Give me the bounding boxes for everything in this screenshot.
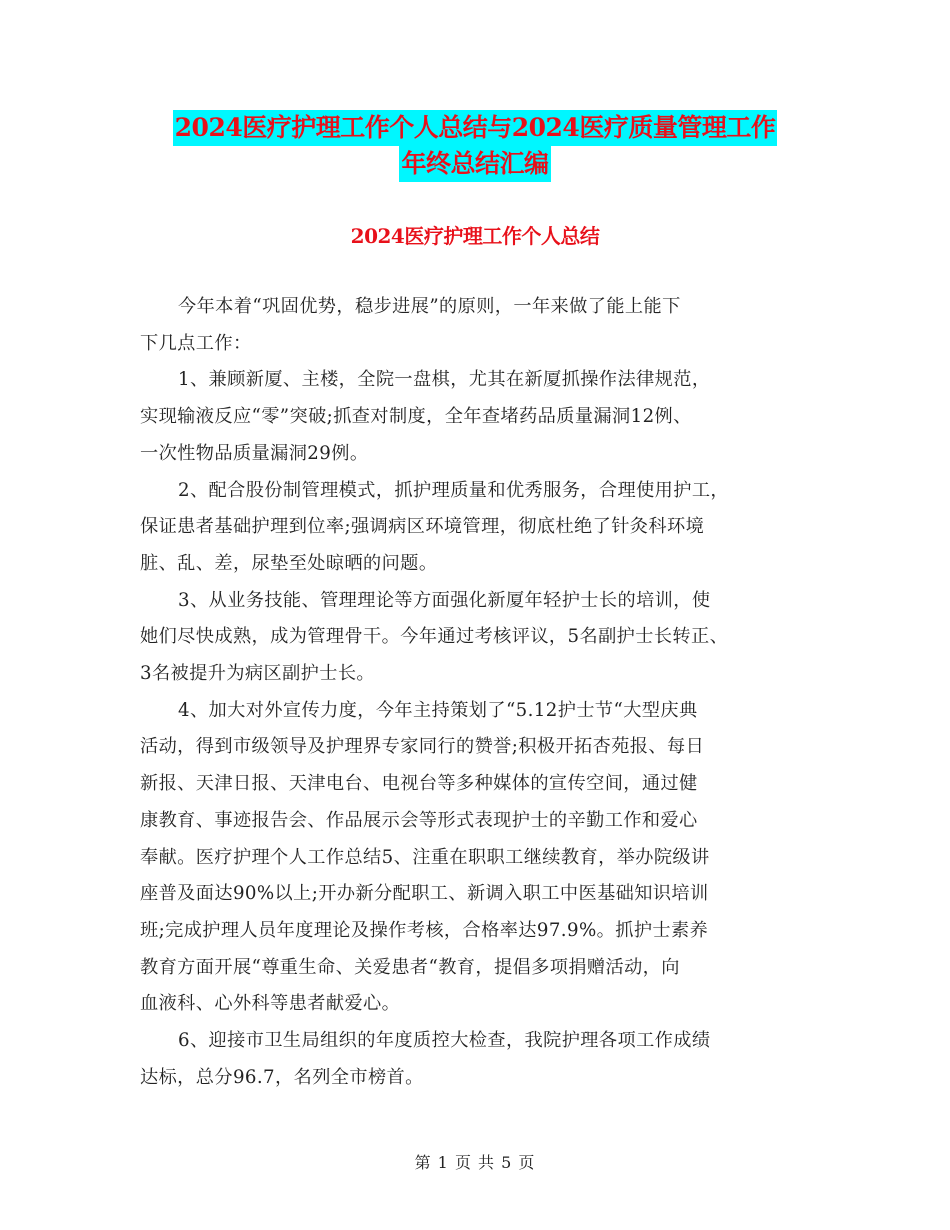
text-line: 一次性物品质量漏洞29例。 [140, 442, 369, 464]
text-line: 教育方面开展“尊重生命、关爱患者“教育，提倡多项捐赠活动，向 [140, 956, 680, 978]
page-number: 第 1 页 共 5 页 [414, 1153, 536, 1172]
text-line: 实现输液反应“零”突破;抓查对制度，全年查堵药品质量漏洞12例、 [140, 406, 692, 428]
text-line: 班;完成护理人员年度理论及操作考核，合格率达97.9%。抓护士素养 [140, 919, 709, 941]
paragraph-item-3 [140, 583, 830, 693]
text-line: 血液科、心外科等患者献爱心。 [140, 993, 401, 1015]
text-line: 脏、乱、差，尿垫至处晾晒的问题。 [140, 552, 438, 574]
text-line: 新报、天津日报、天津电台、电视台等多种媒体的宣传空间，通过健 [140, 773, 698, 795]
paragraph-item-2 [140, 473, 830, 583]
title-line-2: 年终总结汇编 [399, 146, 550, 182]
title-line-1: 2024医疗护理工作个人总结与2024医疗质量管理工作 [173, 110, 778, 146]
paragraph-item-6 [140, 1023, 830, 1096]
paragraph-item-1 [140, 362, 830, 472]
section-heading: 2024医疗护理工作个人总结 [350, 224, 600, 248]
paragraph-intro [140, 289, 830, 362]
paragraph-item-4 [140, 693, 830, 1023]
text-line: 座普及面达90%以上;开办新分配职工、新调入职工中医基础知识培训 [140, 883, 709, 905]
text-line: 活动，得到市级领导及护理界专家同行的赞誉;积极开拓杏苑报、每日 [140, 736, 705, 758]
document-title [0, 110, 950, 182]
text-line: 今年本着“巩固优势，稳步进展”的原则，一年来做了能上能下 [178, 296, 681, 317]
text-line: 她们尽快成熟，成为管理骨干。今年通过考核评议，5名副护士长转正、 [140, 626, 729, 648]
text-line: 3名被提升为病区副护士长。 [140, 663, 376, 685]
text-line: 奉献。医疗护理个人工作总结5、注重在职职工继续教育，举办院级讲 [140, 846, 710, 868]
text-line: 下几点工作： [140, 332, 252, 354]
text-line: 3、从业务技能、管理理论等方面强化新厦年轻护士长的培训，使 [178, 589, 711, 611]
text-line: 2、配合股份制管理模式，抓护理质量和优秀服务，合理使用护工， [178, 479, 730, 501]
text-line: 达标，总分96.7，名列全市榜首。 [140, 1066, 424, 1088]
text-line: 保证患者基础护理到位率;强调病区环境管理，彻底杜绝了针灸科环境 [140, 516, 705, 538]
text-line: 1、兼顾新厦、主楼，全院一盘棋，尤其在新厦抓操作法律规范， [178, 369, 711, 391]
text-line: 6、迎接市卫生局组织的年度质控大检查，我院护理各项工作成绩 [178, 1030, 711, 1052]
document-body [140, 289, 830, 1096]
text-line: 康教育、事迹报告会、作品展示会等形式表现护士的辛勤工作和爱心 [140, 809, 698, 831]
text-line: 4、加大对外宣传力度，今年主持策划了“5.12护士节“大型庆典 [178, 699, 698, 721]
